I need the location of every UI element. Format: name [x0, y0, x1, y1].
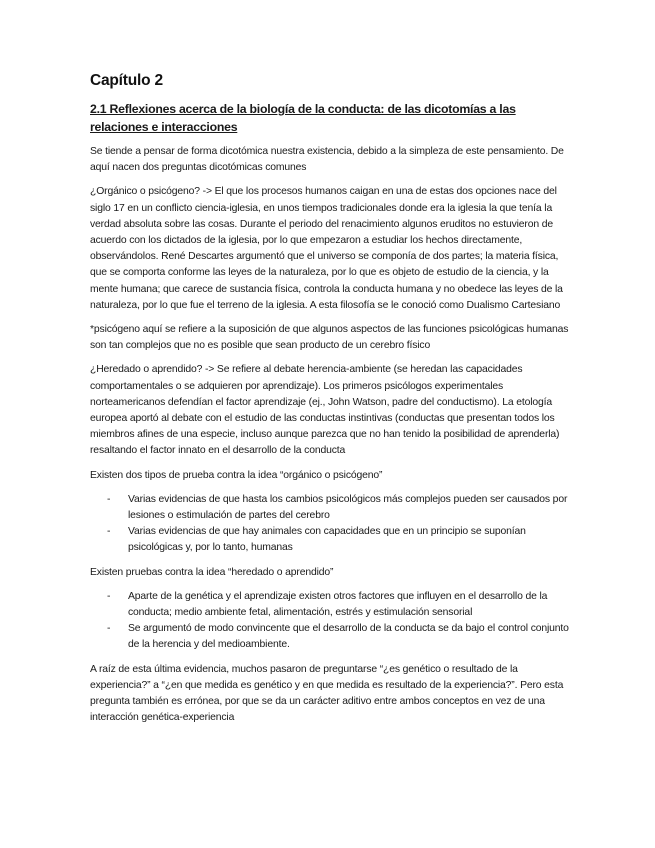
list-item: [90, 524, 570, 556]
bullet-dash: -: [107, 493, 111, 505]
heredado-evidence-intro: Existen pruebas contra la idea “heredado o aprendido”: [90, 566, 334, 578]
organico-paragraph: ¿Orgánico o psicógeno? -> El que los procesos humanos caigan en una de estas dos opciones nace del siglo 17 en un conflicto ciencia-iglesia, en unos tiempos tradicionales donde era la iglesia la que tenía la verdad absoluta sobre las cosas. Durante el periodo del renacimiento algunos eruditos no estuvieron de acuerdo con los dictados de la iglesia, por lo que empezaron a estudiar los hechos directamente, observándolos. René Descartes argumentó que el universo se componía de dos partes; la materia física, que se comporta conforme las leyes de la naturaleza, por lo que es objeto de estudio de la ciencia, y la mente humana; que carece de sustancia física, controla la conducta humana y no obedece las leyes de la naturaleza, por lo que fue el terreno de la iglesia. A esta filosofía se le conoció como Dualismo Cartesiano: [90, 186, 563, 311]
organico-evidence-intro: Existen dos tipos de prueba contra la idea “orgánico o psicógeno”: [90, 469, 383, 481]
section-title: 2.1 Reflexiones acerca de la biología de la conducta: de las dicotomías a las relaciones e interacciones: [90, 102, 516, 134]
document-page: [90, 72, 570, 735]
intro-paragraph: Se tiende a pensar de forma dicotómica nuestra existencia, debido a la simpleza de este pensamiento. De aquí nacen dos preguntas dicotómicas comunes: [90, 146, 564, 174]
conclusion-paragraph: A raíz de esta última evidencia, muchos pasaron de preguntarse “¿es genético o resultado de la experiencia?” a “¿en que medida es genético y en que medida es resultado de la experiencia?”. Pero esta pregunta también es errónea, por que se da un carácter aditivo entre ambos conceptos en vez de una interacción genética-experiencia: [90, 663, 564, 724]
chapter-title: Capítulo 2: [90, 72, 163, 89]
list-item: [90, 589, 570, 621]
list-item: [90, 621, 570, 653]
heredado-paragraph: ¿Heredado o aprendido? -> Se refiere al debate herencia-ambiente (se heredan las capacidades comportamentales o se adquieren por aprendizaje). Los primeros psicólogos experimentales norteamericanos defendían el factor aprendizaje (ej., John Watson, padre del conductismo). La etología europea aportó al debate con el estudio de las conductas instintivas (conductas que presentan todos los miembros afines de una especie, incluso aunque parezca que no han tenido la posibilidad de aprenderla) resaltando el factor innato en el desarrollo de la conducta: [90, 364, 560, 457]
list-item-text: Se argumentó de modo convincente que el desarrollo de la conducta se da bajo el control conjunto de la herencia y del medioambiente.: [128, 623, 569, 651]
heredado-evidence-list: [90, 589, 570, 654]
bullet-dash: -: [107, 590, 111, 602]
list-item-text: Aparte de la genética y el aprendizaje existen otros factores que influyen en el desarrollo de la conducta; medio ambiente fetal, alimentación, estrés y estimulación sensorial: [128, 590, 548, 619]
bullet-dash: -: [107, 623, 111, 635]
list-item: [90, 492, 570, 524]
bullet-dash: -: [107, 526, 111, 538]
organico-evidence-list: [90, 492, 570, 557]
psicogeno-note: *psicógeno aquí se refiere a la suposición de que algunos aspectos de las funciones psicológicas humanas son tan complejos que no es posible que sean producto de un cerebro físico: [90, 324, 569, 352]
list-item-text: Varias evidencias de que hay animales con capacidades que en un principio se suponían psicológicas y, por lo tanto, humanas: [128, 526, 526, 554]
list-item-text: Varias evidencias de que hasta los cambios psicológicos más complejos pueden ser causados por lesiones o estimulación de partes del cerebro: [128, 493, 568, 522]
